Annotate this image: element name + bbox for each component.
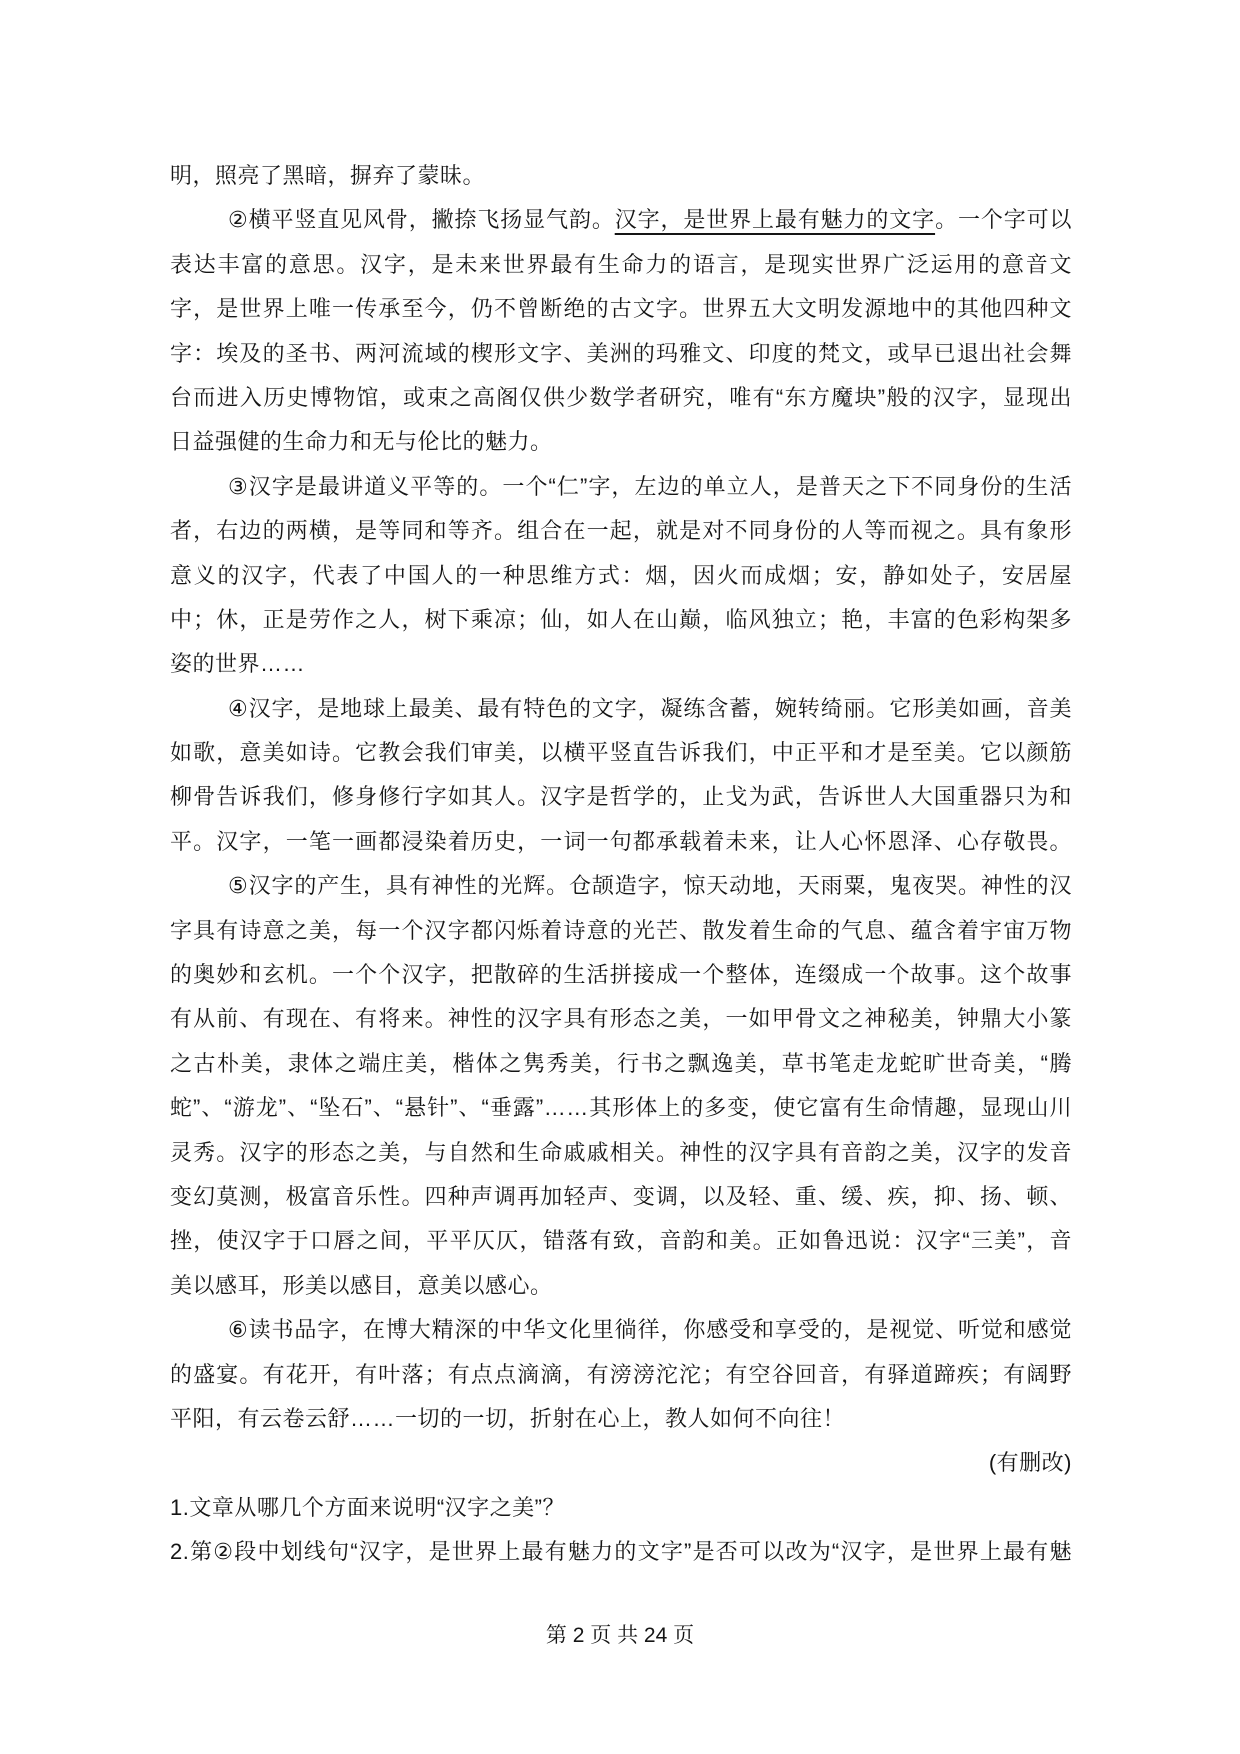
text-segment: ③汉字是最讲道义平等的。一个“仁”字，左边的单立人，是普天之下不同身份的生活	[228, 473, 1072, 499]
text-segment: 日益强健的生命力和无与伦比的魅力。	[170, 429, 553, 455]
text-line	[170, 1086, 1072, 1130]
text-line	[170, 287, 1072, 331]
page-footer: 第 2 页 共 24 页	[545, 1624, 695, 1647]
text-line	[170, 420, 1072, 464]
text-segment: 的盛宴。有花开，有叶落；有点点滴滴，有滂滂沱沱；有空谷回音，有驿道蹄疾；有阔野	[170, 1361, 1072, 1387]
text-segment: 平。汉字，一笔一画都浸染着历史，一词一句都承载着未来，让人心怀恩泽、心存敬畏。	[170, 828, 1072, 854]
text-segment: 有从前、有现在、有将来。神性的汉字具有形态之美，一如甲骨文之神秘美，钟鼎大小篆	[170, 1006, 1072, 1032]
text-segment: 字：埃及的圣书、两河流域的楔形文字、美洲的玛雅文、印度的梵文，或早已退出社会舞	[170, 340, 1072, 366]
text-segment: ⑥读书品字，在博大精深的中华文化里徜徉，你感受和享受的，是视觉、听觉和感觉	[228, 1317, 1072, 1343]
text-line	[170, 775, 1072, 819]
text-segment: 的奥妙和玄机。一个个汉字，把散碎的生活拼接成一个整体，连缀成一个故事。这个故事	[170, 962, 1072, 988]
text-segment: 灵秀。汉字的形态之美，与自然和生命戚戚相关。神性的汉字具有音韵之美，汉字的发音	[170, 1139, 1072, 1165]
text-line	[170, 598, 1072, 642]
text-segment: 美以感耳，形美以感目，意美以感心。	[170, 1272, 553, 1298]
text-segment: 变幻莫测，极富音乐性。四种声调再加轻声、变调，以及轻、重、缓、疾，抑、扬、顿、	[170, 1183, 1072, 1209]
text-segment: 柳骨告诉我们，修身修行字如其人。汉字是哲学的，止戈为武，告诉世人大国重器只为和	[170, 784, 1072, 810]
text-segment: 字，是世界上唯一传承至今，仍不曾断绝的古文字。世界五大文明发源地中的其他四种文	[170, 296, 1072, 322]
text-line	[170, 554, 1072, 598]
text-segment: 。一个字可以	[935, 207, 1072, 233]
text-line	[170, 1219, 1072, 1263]
text-line	[170, 243, 1072, 287]
text-line	[170, 1131, 1072, 1175]
text-line	[170, 509, 1072, 553]
text-line	[170, 1530, 1072, 1574]
text-line	[170, 687, 1072, 731]
text-segment: 中；休，正是劳作之人，树下乘凉；仙，如人在山巅，临风独立；艳，丰富的色彩构架多	[170, 606, 1072, 632]
text-segment: 2.第②段中划线句“汉字，是世界上最有魅力的文字”是否可以改为“汉字，是世界上最有魅	[170, 1539, 1072, 1565]
text-line	[170, 154, 1072, 198]
text-line	[170, 1353, 1072, 1397]
text-line	[170, 376, 1072, 420]
underlined-sentence: 汉字，是世界上最有魅力的文字	[614, 207, 936, 233]
text-segment: 台而进入历史博物馆，或束之高阁仅供少数学者研究，唯有“东方魔块”般的汉字，显现出	[170, 384, 1072, 410]
text-segment: 意义的汉字，代表了中国人的一种思维方式：烟，因火而成烟；安，静如处子，安居屋	[170, 562, 1072, 588]
text-segment: 明，照亮了黑暗，摒弃了蒙昧。	[170, 163, 486, 188]
text-segment: ⑤汉字的产生，具有神性的光辉。仓颉造字，惊天动地，天雨粟，鬼夜哭。神性的汉	[228, 873, 1072, 899]
text-segment: ②横平竖直见风骨，撇捺飞扬显气韵。	[228, 207, 615, 233]
text-line	[170, 997, 1072, 1041]
text-segment: 之古朴美，隶体之端庄美，楷体之隽秀美，行书之飘逸美，草书笔走龙蛇旷世奇美，“腾	[170, 1050, 1072, 1076]
text-line	[170, 864, 1072, 908]
text-line	[170, 642, 1072, 686]
text-segment: 表达丰富的意思。汉字，是未来世界最有生命力的语言，是现实世界广泛运用的意音文	[170, 251, 1072, 277]
text-line	[170, 1441, 1072, 1485]
text-segment: 1.文章从哪几个方面来说明“汉字之美”？	[170, 1494, 566, 1520]
text-line	[170, 1042, 1072, 1086]
text-segment: 如歌，意美如诗。它教会我们审美，以横平竖直告诉我们，中正平和才是至美。它以颜筋	[170, 740, 1072, 766]
text-line	[170, 1175, 1072, 1219]
text-line	[170, 1308, 1072, 1352]
text-segment: 平阳，有云卷云舒……一切的一切，折射在心上，教人如何不向往！	[170, 1405, 846, 1431]
text-line	[170, 820, 1072, 864]
text-segment: (有删改)	[988, 1450, 1072, 1476]
text-segment: 字具有诗意之美，每一个汉字都闪烁着诗意的光芒、散发着生命的气息、蕴含着宇宙万物	[170, 917, 1072, 943]
text-line	[170, 953, 1072, 997]
text-segment: ④汉字，是地球上最美、最有特色的文字，凝练含蓄，婉转绮丽。它形美如画，音美	[228, 695, 1072, 721]
text-line	[170, 731, 1072, 775]
text-segment: 挫，使汉字于口唇之间，平平仄仄，错落有致，音韵和美。正如鲁迅说：汉字“三美”，音	[170, 1228, 1072, 1254]
text-segment: 者，右边的两横，是等同和等齐。组合在一起，就是对不同身份的人等而视之。具有象形	[170, 518, 1072, 544]
text-line	[170, 1264, 1072, 1308]
text-line	[170, 1486, 1072, 1530]
text-line	[170, 1397, 1072, 1441]
text-line	[170, 465, 1072, 509]
text-line	[170, 909, 1072, 953]
text-segment: 姿的世界……	[170, 651, 306, 677]
document-body	[170, 154, 1072, 1575]
text-line	[170, 198, 1072, 242]
text-segment: 蛇”、“游龙”、“坠石”、“悬针”、“垂露”……其形体上的多变，使它富有生命情趣，显现山川	[170, 1095, 1072, 1121]
text-line	[170, 332, 1072, 376]
